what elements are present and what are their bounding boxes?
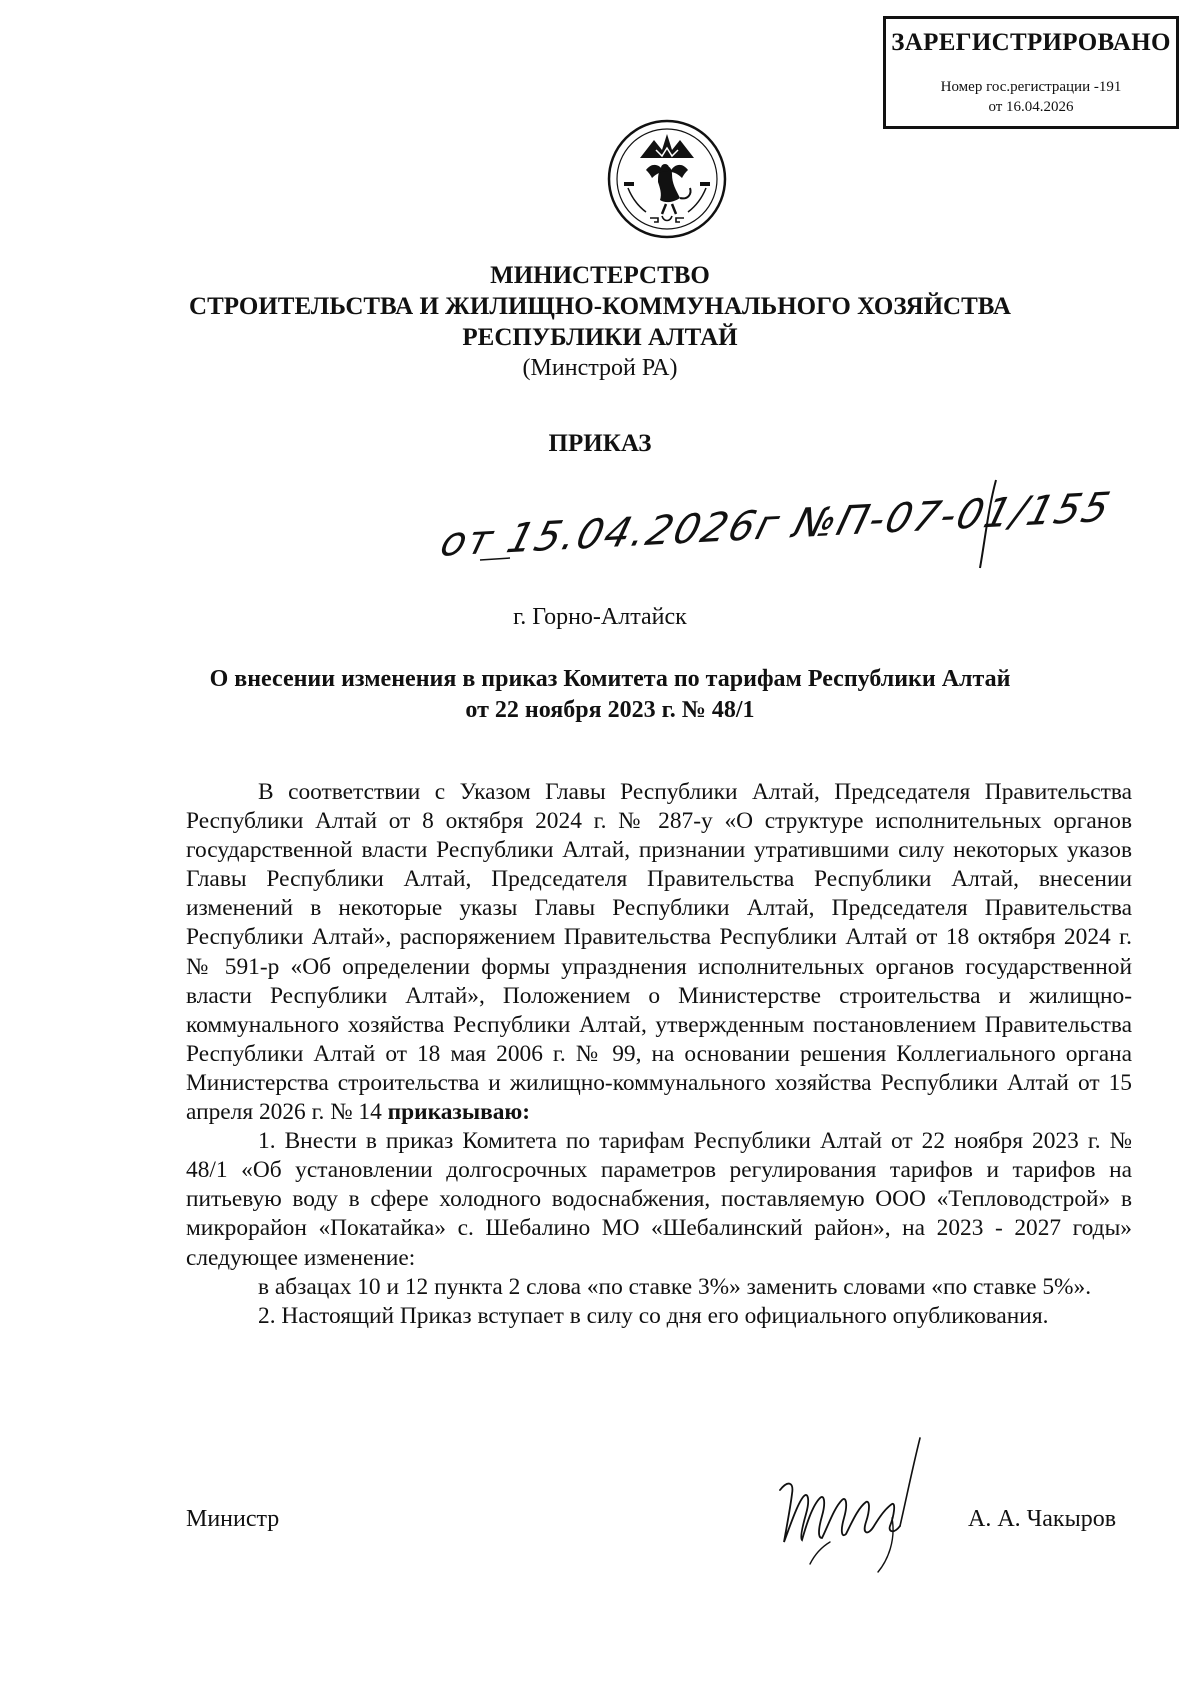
order-item-1: 1. Внести в приказ Комитета по тарифам Республики Алтай от 22 ноября 2023 г. № 48/1 «Об установлении долгосрочных параметров регулирования тарифов и тарифов на питьевую воду в сфере холодного водоснабжения, поставляемую ООО «Тепловодстрой» в микрорайон «Покатайка» с. Шебалино МО «Шебалинский район», на 2023 - 2027 годы» следующее изменение: [186,1128,1132,1271]
handwritten-signature [770,1430,940,1580]
order-subject [120,664,1100,726]
handwritten-date-number [435,470,1117,580]
order-item-1-change: в абзацах 10 и 12 пункта 2 слова «по ставке 3%» заменить словами «по ставке 5%». [258,1273,1092,1300]
stamp-registration-number: Номер гос.регистрации -191 [940,79,1122,95]
stamp-registration-date: от 16.04.2026 [988,99,1074,115]
order-body [186,778,1132,1331]
order-title: ПРИКАЗ [548,430,652,457]
order-subject-line1: О внесении изменения в приказ Комитета по тарифам Республики Алтай [209,666,1011,692]
ministry-name-line2: СТРОИТЕЛЬСТВА И ЖИЛИЩНО-КОММУНАЛЬНОГО ХОЗЯЙСТВА [189,293,1011,320]
ministry-header [0,260,1200,383]
handwritten-date-number-text: от 15.04.2026г №П-07-01/155 [435,483,1117,566]
stamp-title: ЗАРЕГИСТРИРОВАНО [891,29,1171,56]
ministry-name-line3: РЕСПУБЛИКИ АЛТАЙ [462,324,738,351]
signatory-name: А. А. Чакыров [968,1506,1117,1532]
order-subject-line2: от 22 ноября 2023 г. № 48/1 [465,697,755,723]
registration-stamp [883,16,1179,129]
coat-of-arms-emblem [606,118,728,240]
preamble-keyword: приказываю: [387,1099,531,1126]
signatory-position: Министр [186,1506,280,1532]
ministry-abbreviation: (Минстрой РА) [522,355,678,381]
order-item-2: 2. Настоящий Приказ вступает в силу со дня его официального опубликования. [258,1302,1049,1329]
preamble-paragraph [186,778,1132,1127]
city: г. Горно-Алтайск [513,604,687,630]
ministry-name-line1: МИНИСТЕРСТВО [490,262,710,289]
preamble-text: В соответствии с Указом Главы Республики Алтай, Председателя Правительства Республики Алтай от 8 октября 2024 г. № 287-у «О структуре исполнительных органов государственной власти Республики Алтай, признании утратившими силу некоторых указов Главы Республики Алтай, Председателя Правительства Республики Алтай, внесении изменений в некоторые указы Главы Республики Алтай, Председателя Правительства Республики Алтай», распоряжением Правительства Республики Алтай от 18 октября 2024 г. № 591-р «Об определении формы упразднения исполнительных органов государственной власти Республики Алтай», Положением о Министерстве строительства и жилищно-коммунального хозяйства Республики Алтай, утвержденным постановлением Правительства Республики Алтай от 18 мая 2006 г. № 99, на основании решения Коллегиального органа Министерства строительства и жилищно-коммунального хозяйства Республики Алтай от 15 апреля 2026 г. № 14 [186,779,1132,1126]
